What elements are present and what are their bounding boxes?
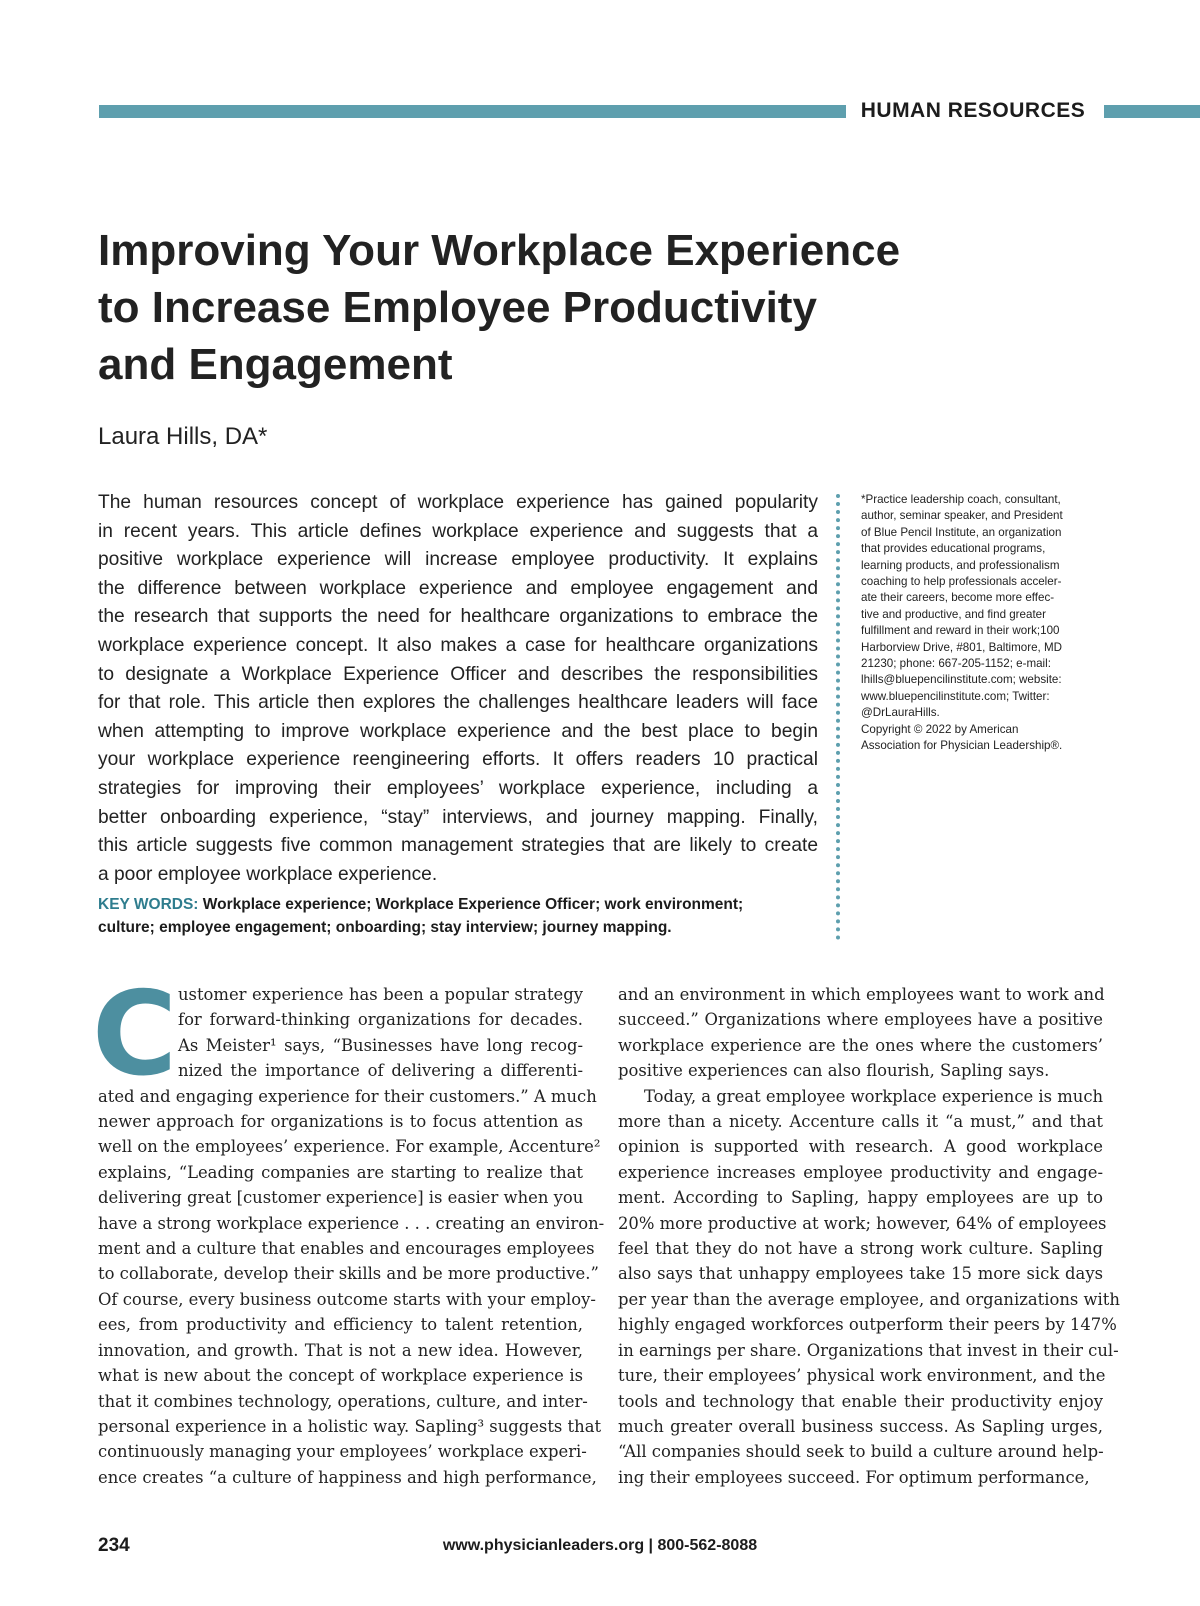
body-line: newer approach for organizations is to focus attention as bbox=[98, 1112, 583, 1132]
dotted-divider bbox=[836, 494, 840, 940]
header-rule-right bbox=[1104, 105, 1200, 118]
abstract-line: workplace experience concept. It also makes a case for healthcare organizations bbox=[98, 634, 818, 656]
body-line: well on the employees’ experience. For example, Accenture² bbox=[98, 1137, 601, 1157]
body-line: As Meister¹ says, “Businesses have long recog- bbox=[178, 1035, 583, 1055]
body-line: opinion is supported with research. A good workplace bbox=[618, 1137, 1103, 1157]
abstract-line: in recent years. This article defines workplace experience and suggests that a bbox=[98, 520, 818, 542]
keywords-line: culture; employee engagement; onboarding; stay interview; journey mapping. bbox=[98, 919, 672, 936]
footnote-line: @DrLauraHills. bbox=[861, 706, 940, 720]
body-line: Today, a great employee workplace experience is much bbox=[644, 1086, 1104, 1106]
author-footnote bbox=[861, 492, 1101, 755]
footnote-line: learning products, and professionalism bbox=[861, 558, 1060, 572]
body-line: ated and engaging experience for their customers.” A much bbox=[98, 1086, 597, 1106]
body-line: that it combines technology, operations, culture, and inter- bbox=[98, 1391, 588, 1411]
body-line: ture, their employees’ physical work environment, and the bbox=[618, 1366, 1106, 1386]
body-line: workplace experience are the ones where the customers’ bbox=[618, 1035, 1103, 1055]
abstract-line: this article suggests five common management strategies that are likely to create bbox=[98, 835, 818, 857]
body-line: in earnings per share. Organizations that invest in their cul- bbox=[618, 1340, 1119, 1360]
body-line: ees, from productivity and efficiency to talent retention, bbox=[98, 1315, 583, 1335]
abstract-line: the difference between workplace experience and employee engagement and bbox=[98, 577, 818, 599]
body-line: continuously managing your employees’ workplace experi- bbox=[98, 1442, 587, 1462]
body-line: ment. According to Sapling, happy employees are up to bbox=[618, 1188, 1103, 1208]
footnote-line: www.bluepencilinstitute.com; Twitter: bbox=[861, 689, 1050, 703]
body-line: ing their employees succeed. For optimum performance, bbox=[618, 1467, 1090, 1487]
keywords bbox=[98, 893, 818, 939]
footnote-line: author, seminar speaker, and President bbox=[861, 509, 1063, 523]
body-line: explains, “Leading companies are starting to realize that bbox=[98, 1162, 583, 1182]
body-line: highly engaged workforces outperform their peers by 147% bbox=[618, 1315, 1117, 1335]
body-line: more than a nicety. Accenture calls it “a must,” and that bbox=[618, 1112, 1103, 1132]
footer-contact: www.physicianleaders.org | 800-562-8088 bbox=[442, 1537, 758, 1554]
footnote-line: Association for Physician Leadership®. bbox=[861, 739, 1063, 753]
body-line: to collaborate, develop their skills and be more productive.” bbox=[98, 1264, 599, 1284]
abstract-line: a poor employee workplace experience. bbox=[98, 863, 438, 885]
body-line: have a strong workplace experience . . . creating an environ- bbox=[98, 1213, 605, 1233]
article-title bbox=[98, 222, 1058, 393]
body-line: much greater overall business success. As Sapling urges, bbox=[618, 1416, 1103, 1436]
body-line: 20% more productive at work; however, 64% of employees bbox=[618, 1213, 1107, 1233]
abstract-line: when attempting to improve workplace experience and the best place to begin bbox=[98, 720, 818, 742]
footnote-line: 21230; phone: 667-205-1152; e-mail: bbox=[861, 657, 1051, 671]
abstract-line: better onboarding experience, “stay” interviews, and journey mapping. Finally, bbox=[98, 806, 818, 828]
footnote-line: that provides educational programs, bbox=[861, 542, 1046, 556]
footnote-line: lhills@bluepencilinstitute.com; website: bbox=[861, 673, 1062, 687]
drop-cap: C bbox=[92, 967, 178, 1102]
abstract-line: your workplace experience reengineering efforts. It offers readers 10 practical bbox=[98, 749, 818, 771]
abstract-line: strategies for improving their employees’ workplace experience, including a bbox=[98, 777, 818, 799]
abstract-line: the research that supports the need for healthcare organizations to embrace the bbox=[98, 606, 818, 628]
footnote-line: Harborview Drive, #801, Baltimore, MD bbox=[861, 640, 1063, 654]
body-line: delivering great [customer experience] is easier when you bbox=[98, 1188, 584, 1208]
abstract-line: to designate a Workplace Experience Officer and describes the responsibilities bbox=[98, 663, 818, 685]
keywords-line: Workplace experience; Workplace Experience Officer; work environment; bbox=[202, 896, 744, 913]
footnote-line: tive and productive, and find greater bbox=[861, 607, 1046, 621]
footnote-line: of Blue Pencil Institute, an organization bbox=[861, 525, 1062, 539]
body-line: ustomer experience has been a popular strategy bbox=[178, 985, 583, 1004]
title-line: Improving Your Workplace Experience bbox=[98, 226, 901, 275]
body-line: per year than the average employee, and organizations with bbox=[618, 1289, 1120, 1309]
footnote-line: ate their careers, become more effec- bbox=[861, 591, 1055, 605]
abstract-line: positive workplace experience will increase employee productivity. It explains bbox=[98, 549, 818, 571]
body-line: personal experience in a holistic way. Sapling³ suggests that bbox=[98, 1416, 602, 1436]
footnote-line: *Practice leadership coach, consultant, bbox=[861, 493, 1061, 506]
title-line: to Increase Employee Productivity bbox=[98, 283, 817, 332]
author-name: Laura Hills, DA* bbox=[98, 423, 268, 450]
body-line: what is new about the concept of workplace experience is bbox=[98, 1366, 583, 1386]
body-line: ence creates “a culture of happiness and high performance, bbox=[98, 1467, 597, 1487]
keywords-label: KEY WORDS: bbox=[98, 896, 199, 913]
body-line: tools and technology that enable their productivity enjoy bbox=[618, 1391, 1103, 1411]
body-column-left bbox=[98, 982, 605, 1490]
body-line: and an environment in which employees want to work and bbox=[618, 985, 1105, 1004]
body-line: feel that they do not have a strong work culture. Sapling bbox=[618, 1239, 1103, 1259]
body-line: also says that unhappy employees take 15 more sick days bbox=[618, 1264, 1103, 1284]
body-line: innovation, and growth. That is not a new idea. However, bbox=[98, 1340, 583, 1360]
body-line: succeed.” Organizations where employees have a positive bbox=[618, 1010, 1103, 1030]
header-rule-left bbox=[99, 105, 846, 118]
section-label: HUMAN RESOURCES bbox=[860, 99, 1086, 122]
body-column-right bbox=[618, 982, 1120, 1490]
abstract-line: The human resources concept of workplace experience has gained popularity bbox=[98, 492, 818, 513]
title-line: and Engagement bbox=[98, 340, 453, 389]
body-line: ment and a culture that enables and encourages employees bbox=[98, 1239, 595, 1259]
abstract-line: for that role. This article then explores the challenges healthcare leaders will face bbox=[98, 692, 818, 714]
page-number: 234 bbox=[98, 1535, 130, 1556]
body-line: experience increases employee productivity and engage- bbox=[618, 1162, 1103, 1182]
body-line: positive experiences can also flourish, Sapling says. bbox=[618, 1061, 1050, 1081]
body-line: for forward-thinking organizations for decades. bbox=[178, 1010, 583, 1030]
footnote-line: Copyright © 2022 by American bbox=[861, 722, 1019, 736]
body-line: Of course, every business outcome starts with your employ- bbox=[98, 1289, 596, 1309]
abstract bbox=[98, 489, 818, 889]
footnote-line: coaching to help professionals acceler- bbox=[861, 575, 1062, 589]
footnote-line: fulfillment and reward in their work;100 bbox=[861, 624, 1060, 638]
body-line: “All companies should seek to build a culture around help- bbox=[618, 1442, 1104, 1462]
body-line: nized the importance of delivering a differenti- bbox=[178, 1061, 583, 1081]
